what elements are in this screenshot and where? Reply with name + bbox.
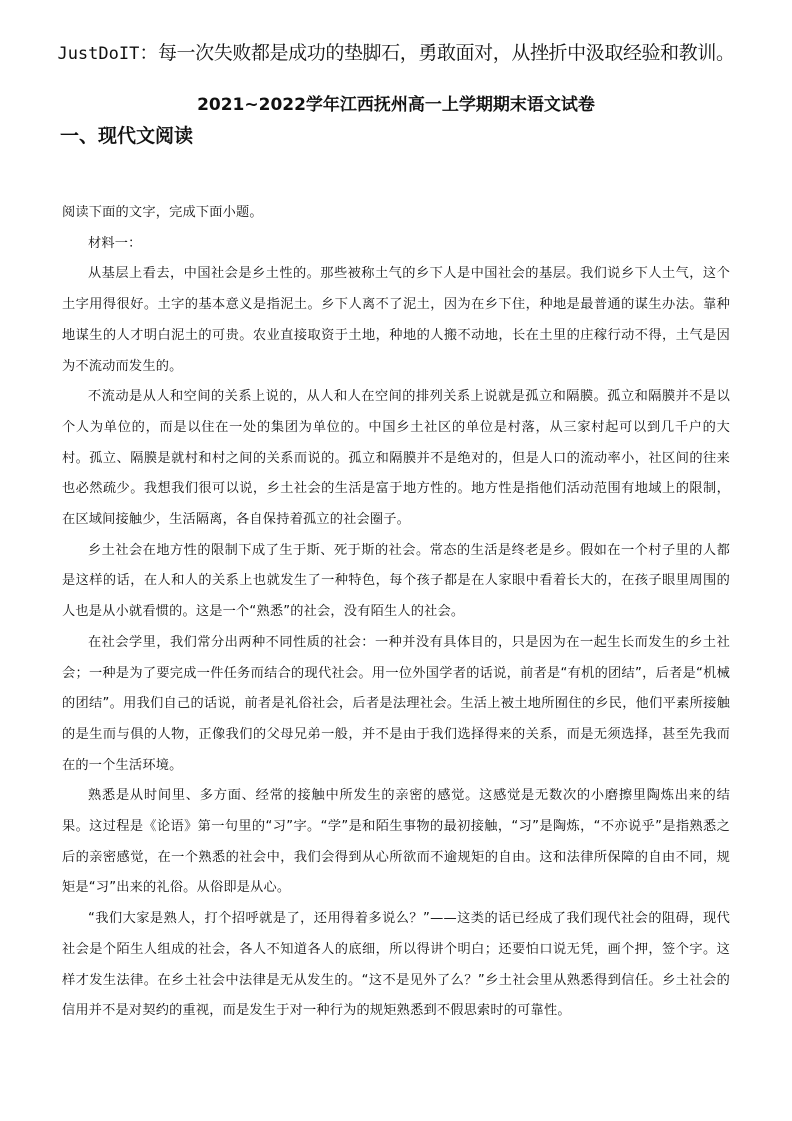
paragraph-2: 不流动是从人和空间的关系上说的，从人和人在空间的排列关系上说就是孤立和隔膜。孤立和隔膜并不是以个人为单位的，而是以住在一处的集团为单位的。中国乡土社区的单位是村落，从三家村起可以到几千户的大村。孤立、隔膜是就村和村之间的关系而说的。孤立和隔膜并不是绝对的，但是人口的流动率小，社区间的往来也必然疏少。我想我们很可以说，乡土社会的生活是富于地方性的。地方性是指他们活动范围有地域上的限制，在区域间接触少，生活隔离，各自保持着孤立的社会圈子。	[62, 389, 730, 528]
section-title: 一、现代文阅读	[60, 125, 194, 147]
article-body	[62, 198, 730, 1027]
page-header	[0, 38, 792, 65]
paragraph-3: 乡土社会在地方性的限制下成了生于斯、死于斯的社会。常态的生活是终老是乡。假如在一个村子里的人都是这样的话，在人和人的关系上也就发生了一种特色，每个孩子都是在人家眼中看着长大的，在孩子眼里周围的人也是从小就看惯的。这是一个“熟悉”的社会，没有陌生人的社会。	[62, 542, 730, 620]
material-label: 材料一：	[88, 235, 142, 251]
paragraph-4: 在社会学里，我们常分出两种不同性质的社会：一种并没有具体目的，只是因为在一起生长而发生的乡土社会；一种是为了要完成一件任务而结合的现代社会。用一位外国学者的话说，前者是“有机的团结”，后者是“机械的团结”。用我们自己的话说，前者是礼俗社会，后者是法理社会。生活上被土地所囿住的乡民，他们平素所接触的是生而与俱的人物，正像我们的父母兄弟一般，并不是由于我们选择得来的关系，而是无须选择，甚至先我而在的一个生活环境。	[62, 634, 730, 773]
paragraph-1: 从基层上看去，中国社会是乡土性的。那些被称土气的乡下人是中国社会的基层。我们说乡下人土气，这个土字用得很好。土字的基本意义是指泥土。乡下人离不了泥土，因为在乡下住，种地是最普通的谋生办法。靠种地谋生的人才明白泥土的可贵。农业直接取资于土地，种地的人搬不动地，长在土里的庄稼行动不得，土气是因为不流动而发生的。	[62, 266, 730, 374]
paragraph-5: 熟悉是从时间里、多方面、经常的接触中所发生的亲密的感觉。这感觉是无数次的小磨擦里陶炼出来的结果。这过程是《论语》第一句里的“习”字。“学”是和陌生事物的最初接触，“习”是陶炼，“不亦说乎”是指熟悉之后的亲密感觉，在一个熟悉的社会中，我们会得到从心所欲而不逾规矩的自由。这和法律所保障的自由不同，规矩是“习”出来的礼俗。从俗即是从心。	[62, 788, 730, 896]
header-brand: JustDoIT	[57, 44, 140, 64]
header-motto: ：每一次失败都是成功的垫脚石，勇敢面对，从挫折中汲取经验和教训。	[139, 42, 735, 64]
paragraph-6: “我们大家是熟人，打个招呼就是了，还用得着多说么？”——这类的话已经成了我们现代社会的阻碍，现代社会是个陌生人组成的社会，各人不知道各人的底细，所以得讲个明白；还要怕口说无凭，画个押，签个字。这样才发生法律。在乡土社会中法律是无从发生的。“这不是见外了么？”乡土社会里从熟悉得到信任。乡土社会的信用并不是对契约的重视，而是发生于对一种行为的规矩熟悉到不假思索时的可靠性。	[62, 911, 730, 1019]
document-title: 2021~2022学年江西抚州高一上学期期末语文试卷	[197, 95, 595, 115]
reading-instruction: 阅读下面的文字，完成下面小题。	[62, 205, 263, 220]
